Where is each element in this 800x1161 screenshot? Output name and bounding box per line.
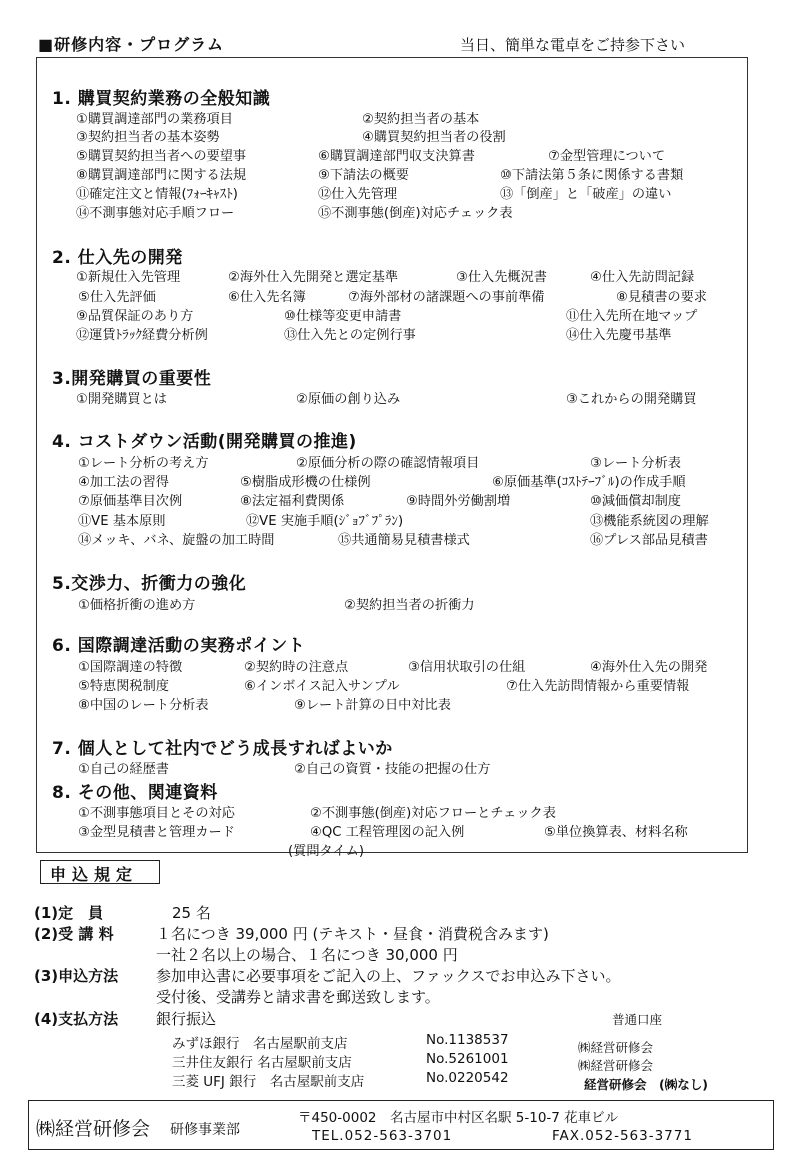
list-item: ②原価分析の際の確認情報項目	[296, 456, 480, 471]
footer-address: 〒450-0002 名古屋市中村区名駅 5-10-7 花車ビル	[298, 1110, 619, 1126]
fee-group-value: 一社２名以上の場合、１名につき 30,000 円	[156, 946, 458, 964]
list-item: ⑤樹脂成形機の仕様例	[240, 475, 371, 490]
bank-name: みずほ銀行 名古屋駅前支店	[172, 1036, 348, 1052]
account-number: No.1138537	[426, 1032, 509, 1048]
footer-tel: TEL.052-563-3701	[312, 1128, 453, 1144]
list-item: ⑨時間外労働割増	[406, 494, 511, 509]
method-followup: 受付後、受講券と請求書を郵送致します。	[156, 988, 440, 1006]
list-item: ⑧法定福利費関係	[240, 494, 345, 509]
section-heading: 4. コストダウン活動(開発購買の推進)	[52, 432, 357, 452]
application-title: 申込規定	[50, 865, 139, 884]
list-item: ⑫運賃ﾄﾗｯｸ経費分析例	[76, 328, 208, 343]
payment-label: (4)支払方法	[34, 1010, 119, 1028]
section-heading: 3.開発購買の重要性	[52, 369, 212, 389]
list-item: ①国際調達の特徴	[78, 660, 183, 675]
section-heading: 6. 国際調達活動の実務ポイント	[52, 636, 306, 656]
section-heading: 2. 仕入先の開発	[52, 248, 183, 268]
list-item: ②自己の資質・技能の把握の仕方	[294, 762, 491, 777]
list-item: ⑦金型管理について	[548, 149, 666, 164]
list-item: ④購買契約担当者の役割	[362, 130, 506, 145]
list-item: ②海外仕入先開発と選定基準	[228, 270, 399, 285]
list-item: ①自己の経歴書	[78, 762, 169, 777]
account-number: No.5261001	[426, 1051, 509, 1067]
account-number: No.0220542	[426, 1070, 509, 1086]
list-item: ⑥原価基準(ｺｽﾄﾃｰﾌﾞﾙ)の作成手順	[492, 475, 686, 490]
list-item: ②契約時の注意点	[244, 660, 349, 675]
fee-label: (2)受 講 料	[34, 925, 114, 943]
page-title: ■研修内容・プログラム	[38, 35, 224, 54]
capacity-value: 25 名	[172, 904, 211, 922]
account-holder: 経営研修会 (㈱なし)	[584, 1077, 708, 1092]
list-item: ⑬仕入先との定例行事	[284, 328, 416, 343]
list-item: ⑤仕入先評価	[78, 290, 156, 305]
list-item: ④仕入先訪問記録	[590, 270, 695, 285]
list-item: ⑬「倒産」と「破産」の違い	[500, 187, 672, 202]
list-item: ⑭不測事態対応手順フロー	[76, 206, 235, 221]
calculator-note: 当日、簡単な電卓をご持参下さい	[460, 36, 686, 54]
list-item: ⑮不測事態(倒産)対応チェック表	[318, 206, 513, 221]
method-label: (3)申込方法	[34, 967, 119, 985]
capacity-label: (1)定 員	[34, 904, 104, 922]
list-item: ⑨レート計算の日中対比表	[294, 698, 451, 713]
list-item: ⑤特恵関税制度	[78, 679, 169, 694]
list-item: ②原価の創り込み	[296, 392, 401, 407]
footer-dept: 研修事業部	[170, 1122, 240, 1138]
list-item: ③金型見積書と管理カード	[78, 825, 235, 840]
section-heading: 5.交渉力、折衝力の強化	[52, 574, 247, 594]
account-holder: ㈱経営研修会	[578, 1058, 654, 1073]
qa-time-note: (質問タイム)	[288, 844, 364, 859]
list-item: ⑪仕入先所在地マップ	[566, 309, 698, 324]
list-item: ⑥インボイス記入サンプル	[244, 679, 400, 694]
list-item: ⑩下請法第５条に関係する書類	[500, 168, 684, 183]
list-item: ②契約担当者の基本	[362, 112, 480, 127]
list-item: ⑨下請法の概要	[318, 168, 409, 183]
list-item: ⑨品質保証のあり方	[76, 309, 194, 324]
list-item: ①レート分析の考え方	[78, 456, 209, 471]
list-item: ④加工法の習得	[78, 475, 169, 490]
list-item: ⑦仕入先訪問情報から重要情報	[506, 679, 690, 694]
footer-org: ㈱経営研修会	[36, 1118, 151, 1140]
footer-fax: FAX.052-563-3771	[552, 1128, 693, 1144]
bank-name: 三菱 UFJ 銀行 名古屋駅前支店	[172, 1074, 365, 1090]
account-type: 普通口座	[612, 1012, 663, 1027]
list-item: ①不測事態項目とその対応	[78, 806, 235, 821]
list-item: ③レート分析表	[590, 456, 681, 471]
list-item: ①新規仕入先管理	[76, 270, 181, 285]
list-item: ②不測事態(倒産)対応フローとチェック表	[310, 806, 556, 821]
list-item: ④QC 工程管理図の記入例	[310, 825, 465, 840]
bank-name: 三井住友銀行 名古屋駅前支店	[172, 1055, 352, 1071]
list-item: ⑫仕入先管理	[318, 187, 398, 202]
list-item: ⑯プレス部品見積書	[590, 533, 708, 548]
list-item: ③仕入先概況書	[456, 270, 547, 285]
list-item: ⑧見積書の要求	[616, 290, 707, 305]
list-item: ⑪確定注文と情報(ﾌｫｰｷｬｽﾄ)	[76, 187, 238, 202]
section-heading: 7. 個人として社内でどう成長すればよいか	[52, 739, 393, 759]
fee-value: １名につき 39,000 円 (テキスト・昼食・消費税含みます)	[156, 925, 549, 943]
list-item: ⑤単位換算表、材料名称	[544, 825, 688, 840]
list-item: ⑥仕入先名簿	[228, 290, 306, 305]
list-item: ⑥購買調達部門収支決算書	[318, 149, 475, 164]
list-item: ③信用状取引の仕組	[408, 660, 526, 675]
list-item: ⑧購買調達部門に関する法規	[76, 168, 247, 183]
list-item: ⑭メッキ、バネ、旋盤の加工時間	[78, 533, 275, 548]
list-item: ⑮共通簡易見積書様式	[338, 533, 470, 548]
section-heading: 8. その他、関連資料	[52, 783, 218, 803]
list-item: ⑦原価基準目次例	[78, 494, 183, 509]
list-item: ③契約担当者の基本姿勢	[76, 130, 220, 145]
method-value: 参加申込書に必要事項をご記入の上、ファックスでお申込み下さい。	[156, 967, 621, 985]
list-item: ⑭仕入先慶弔基準	[566, 328, 672, 343]
list-item: ⑫VE 実施手順(ｼﾞｮﾌﾞﾌﾟﾗﾝ)	[246, 514, 404, 529]
list-item: ③これからの開発購買	[566, 392, 697, 407]
list-item: ⑦海外部材の諸課題への事前準備	[348, 290, 545, 305]
payment-value: 銀行振込	[156, 1010, 217, 1028]
list-item: ②契約担当者の折衝力	[344, 598, 475, 613]
list-item: ①価格折衝の進め方	[78, 598, 196, 613]
list-item: ⑩減価償却制度	[590, 494, 681, 509]
list-item: ①購買調達部門の業務項目	[76, 112, 233, 127]
list-item: ⑤購買契約担当者への要望事	[76, 149, 247, 164]
list-item: ⑩仕様等変更申請書	[284, 309, 402, 324]
list-item: ⑬機能系統図の理解	[590, 514, 709, 529]
list-item: ⑧中国のレート分析表	[78, 698, 209, 713]
section-heading: 1. 購買契約業務の全般知識	[52, 89, 271, 109]
list-item: ④海外仕入先の開発	[590, 660, 708, 675]
list-item: ⑪VE 基本原則	[78, 514, 166, 529]
list-item: ①開発購買とは	[76, 392, 167, 407]
account-holder: ㈱経営研修会	[578, 1040, 654, 1055]
